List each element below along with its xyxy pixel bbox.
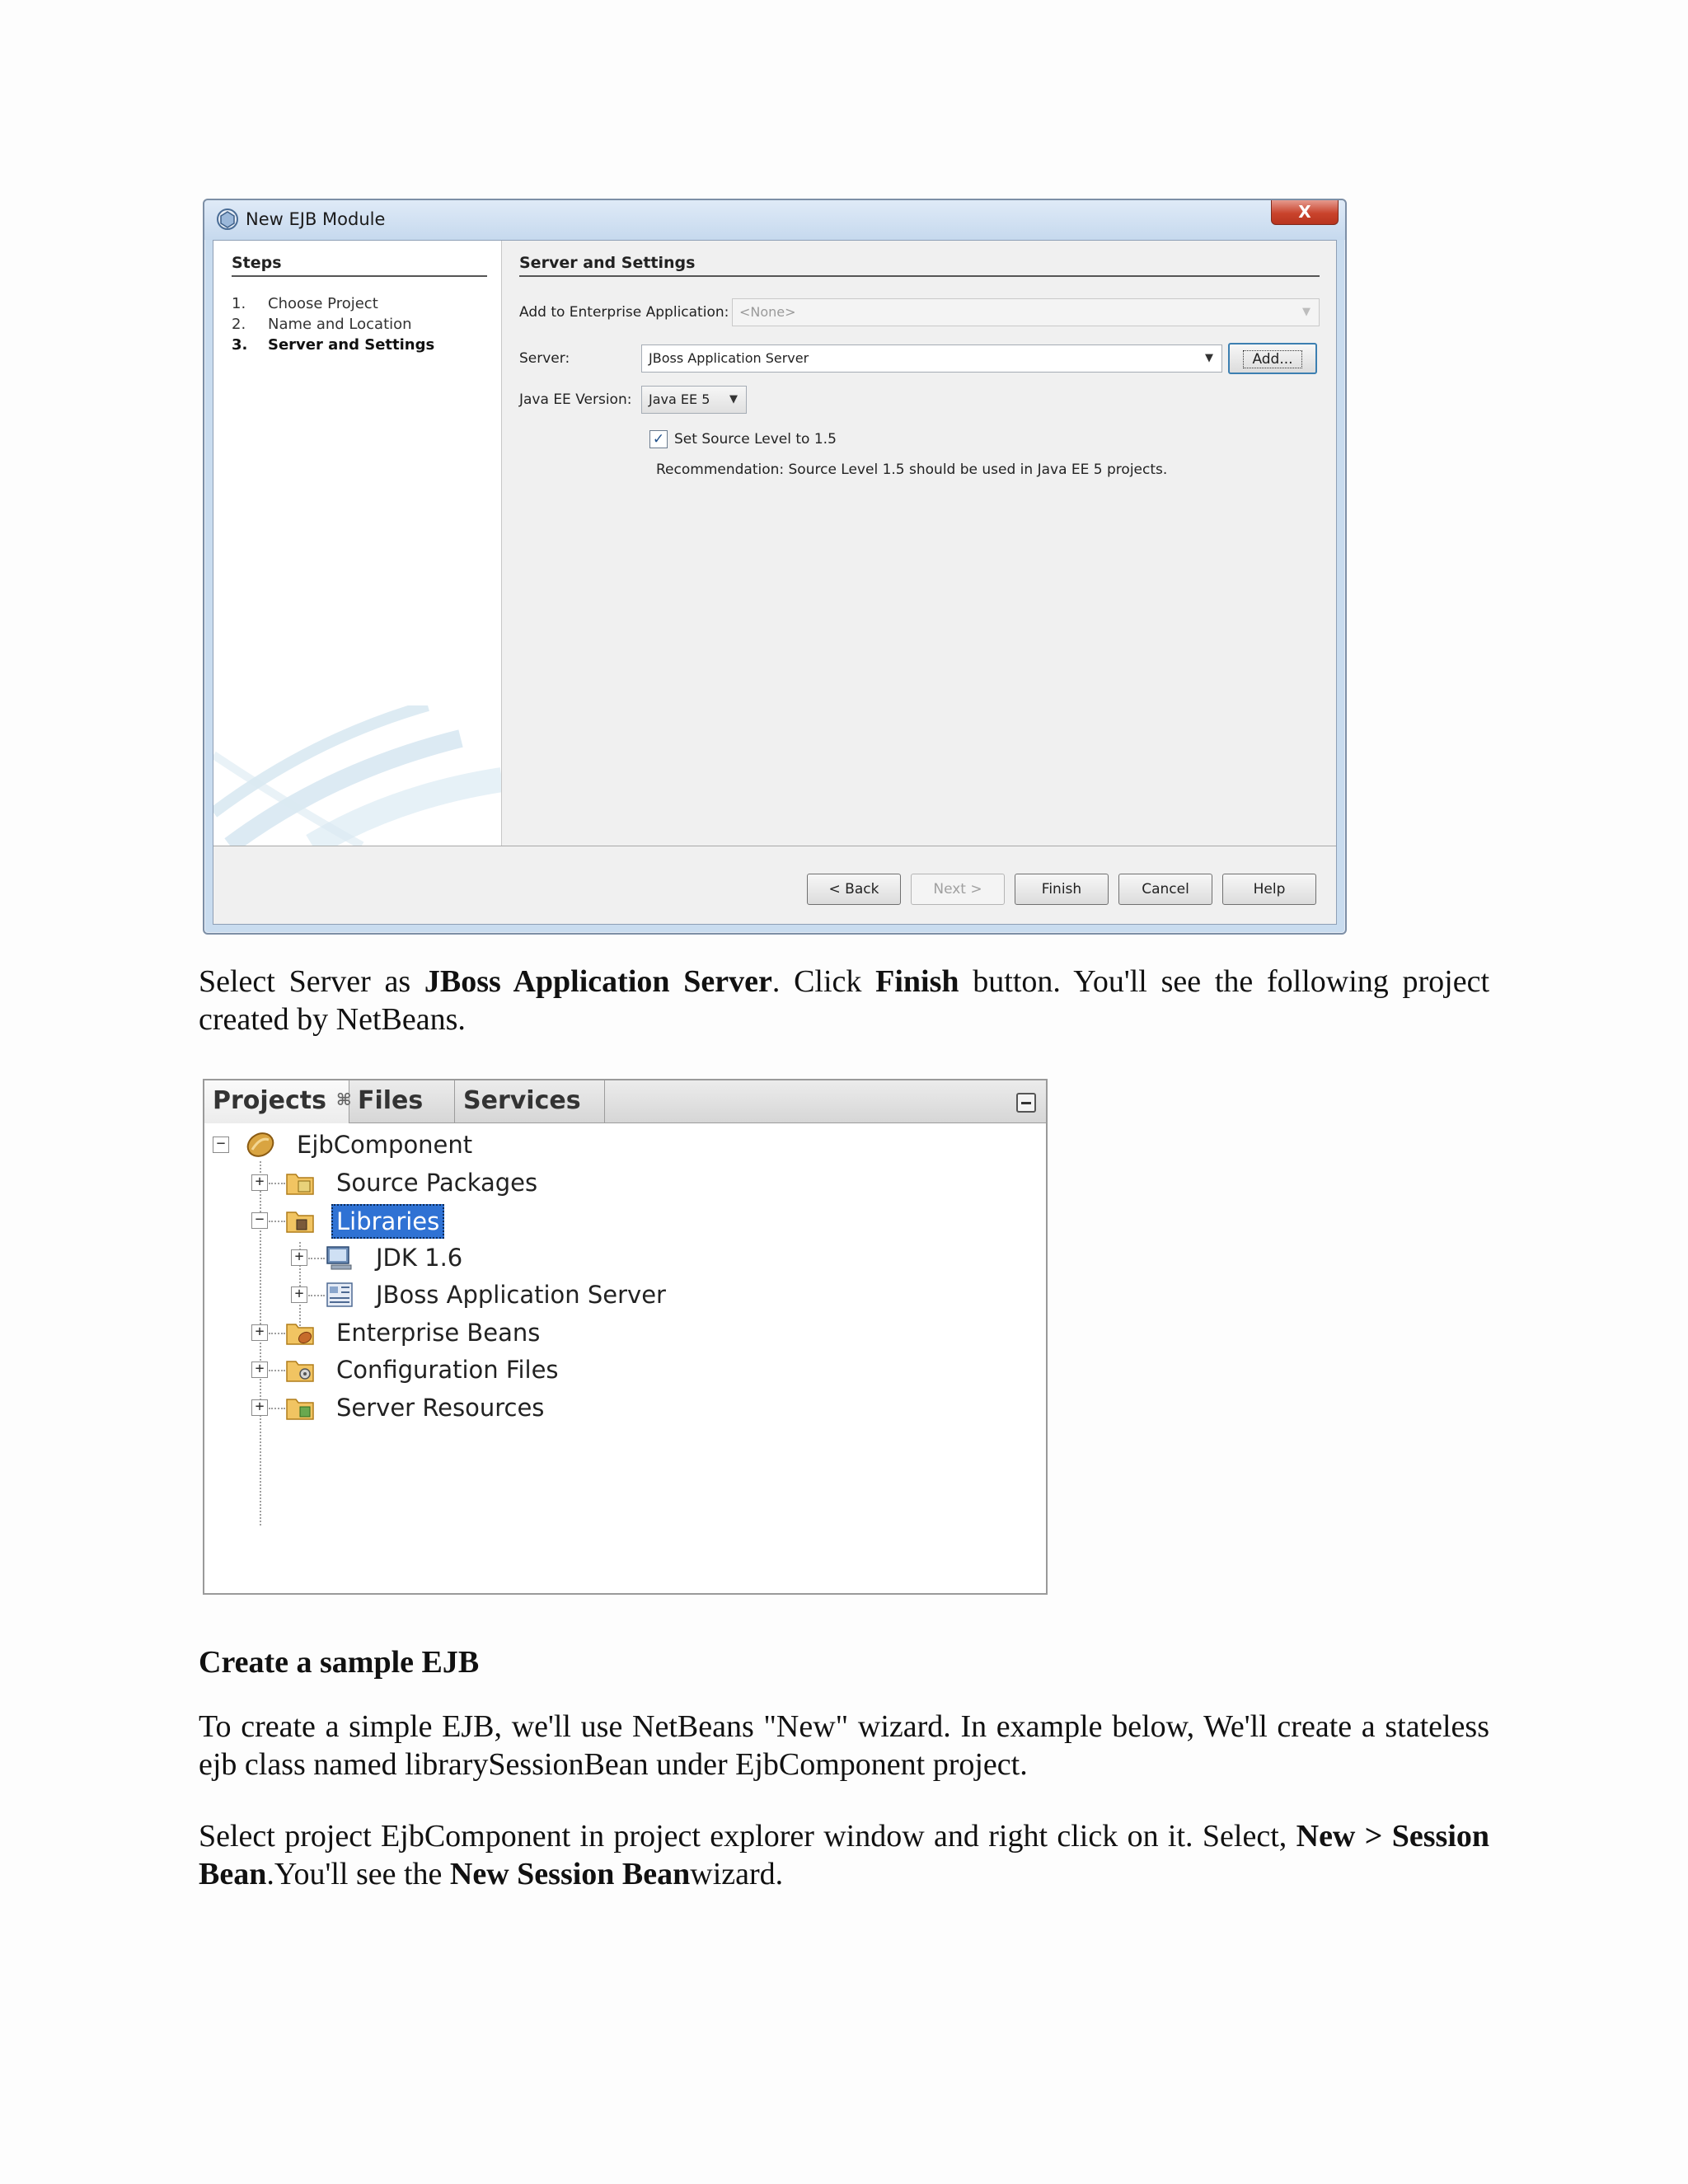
tab-services[interactable]: Services <box>455 1080 605 1123</box>
next-button[interactable]: Next > <box>911 874 1005 905</box>
help-button[interactable]: Help <box>1222 874 1316 905</box>
enterprise-app-label: Add to Enterprise Application: <box>519 304 729 321</box>
step-server-and-settings: 3. Server and Settings <box>232 336 435 354</box>
step-name-and-location: 2. Name and Location <box>232 316 412 333</box>
tree-node-enterprise-beans[interactable]: + Enterprise Beans <box>204 1315 534 1351</box>
expand-icon[interactable]: + <box>291 1249 307 1266</box>
netbeans-cube-icon <box>216 208 239 231</box>
settings-pane <box>503 241 1336 846</box>
expand-icon[interactable]: + <box>251 1399 268 1416</box>
enterprise-app-combo[interactable]: <None> ▼ <box>732 298 1320 326</box>
javaee-version-combo[interactable]: Java EE 5 ▼ <box>641 386 747 414</box>
beans-folder-icon <box>285 1318 315 1347</box>
javaee-version-label: Java EE Version: <box>519 391 632 408</box>
dialog-title: New EJB Module <box>246 209 386 229</box>
collapse-icon[interactable]: − <box>251 1212 268 1229</box>
server-combo[interactable]: JBoss Application Server ▼ <box>641 344 1222 373</box>
projects-window <box>203 1079 1048 1595</box>
finish-button[interactable]: Finish <box>1015 874 1109 905</box>
source-level-checkbox[interactable]: ✓ <box>649 430 668 448</box>
steps-heading: Steps <box>232 254 487 277</box>
collapse-icon[interactable]: − <box>213 1137 229 1153</box>
chevron-down-icon: ▼ <box>1205 352 1213 364</box>
paragraph-create-ejb: To create a simple EJB, we'll use NetBeans "New" wizard. In example below, We'll create a stateless ejb class named librarySessionBean under EjbComponent project. <box>199 1709 1489 1782</box>
cancel-button[interactable]: Cancel <box>1118 874 1212 905</box>
expand-icon[interactable]: + <box>251 1174 268 1191</box>
expand-icon[interactable]: + <box>251 1361 268 1378</box>
dialog-titlebar[interactable] <box>204 200 1345 240</box>
add-server-button[interactable]: Add... <box>1228 343 1317 374</box>
server-label: Server: <box>519 350 570 367</box>
netbeans-watermark-icon <box>213 705 502 846</box>
close-button[interactable]: X <box>1271 200 1339 225</box>
expand-icon[interactable]: + <box>251 1324 268 1341</box>
back-button[interactable]: < Back <box>807 874 901 905</box>
projects-tabstrip <box>204 1080 1046 1123</box>
tree-node-ejbcomponent[interactable]: − EjbComponent <box>204 1127 534 1163</box>
library-folder-icon <box>285 1206 315 1235</box>
dialog-footer <box>213 846 1336 924</box>
chevron-down-icon: ▼ <box>729 393 738 405</box>
resources-folder-icon <box>285 1393 315 1422</box>
close-tab-icon[interactable]: ⌘ <box>336 1090 352 1109</box>
section-heading-create-sample-ejb: Create a sample EJB <box>199 1645 480 1680</box>
dialog-client-area <box>213 240 1337 925</box>
tab-files[interactable]: Files <box>349 1080 455 1123</box>
minimize-window-icon[interactable] <box>1016 1093 1036 1113</box>
package-folder-icon <box>285 1168 315 1197</box>
steps-pane <box>213 241 502 846</box>
tree-node-configuration-files[interactable]: + Configuration Files <box>204 1352 534 1388</box>
source-level-label: Set Source Level to 1.5 <box>674 431 837 448</box>
tree-node-server-resources[interactable]: + Server Resources <box>204 1390 534 1426</box>
expand-icon[interactable]: + <box>291 1286 307 1303</box>
new-ejb-module-dialog <box>203 199 1347 935</box>
step-choose-project: 1. Choose Project <box>232 295 378 312</box>
tree-node-jboss-server[interactable]: + JBoss Application Server <box>204 1277 699 1313</box>
tree-node-jdk[interactable]: + JDK 1.6 <box>204 1240 534 1276</box>
tree-node-libraries[interactable]: − Libraries <box>204 1202 534 1239</box>
jdk-library-icon <box>325 1243 354 1272</box>
tab-projects[interactable]: Projects ⌘ <box>204 1080 349 1123</box>
paragraph-select-server: Select Server as JBoss Application Server. Click Finish button. You'll see the following project created by NetBeans. <box>199 964 1489 1037</box>
chevron-down-icon: ▼ <box>1302 306 1311 318</box>
paragraph-select-project: Select project EjbComponent in project explorer window and right click on it. Select, New > Session Bean.You'll see the New Session Beanwizard. <box>199 1819 1490 1891</box>
server-library-icon <box>325 1280 354 1310</box>
config-folder-icon <box>285 1355 315 1385</box>
ejb-project-icon <box>246 1130 275 1160</box>
tree-node-source-packages[interactable]: + Source Packages <box>204 1165 534 1201</box>
section-title: Server and Settings <box>519 254 1320 277</box>
recommendation-text: Recommendation: Source Level 1.5 should be used in Java EE 5 projects. <box>656 462 1168 478</box>
